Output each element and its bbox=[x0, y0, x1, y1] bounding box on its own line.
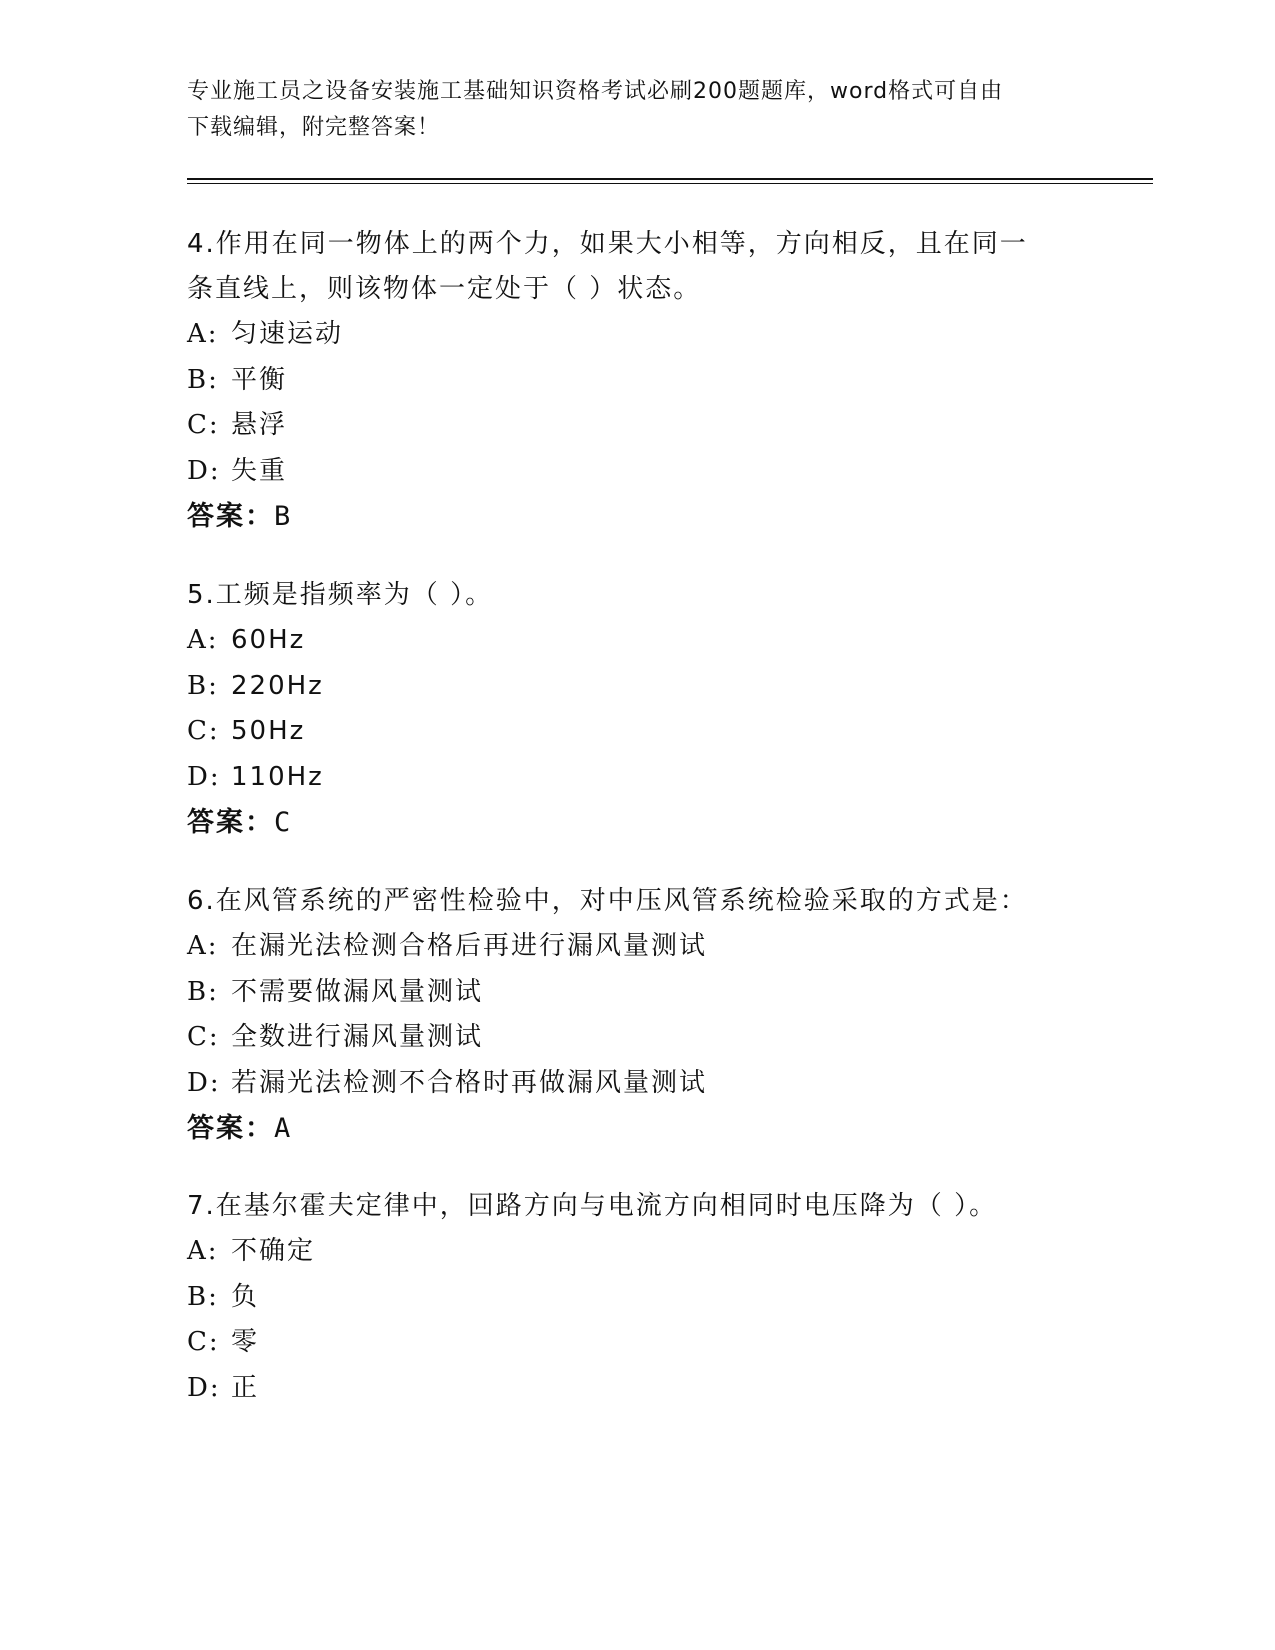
option-key: D: bbox=[187, 761, 221, 792]
question-stem-cont: 条直线上，则该物体一定处于（ ）状态。 bbox=[187, 274, 702, 304]
option-text: 零 bbox=[231, 1327, 260, 1357]
answer-label: 答案： bbox=[187, 501, 274, 532]
question-7 bbox=[187, 1184, 1087, 1411]
option-key: C: bbox=[187, 716, 220, 746]
answer-value: B bbox=[274, 501, 293, 532]
option-text: 全数进行漏风量测试 bbox=[231, 1022, 484, 1052]
option-b bbox=[187, 664, 1087, 710]
option-d bbox=[187, 449, 1087, 495]
question-4 bbox=[187, 222, 1087, 540]
option-text: 正 bbox=[231, 1372, 260, 1403]
option-key: A: bbox=[187, 319, 219, 349]
option-key: C: bbox=[187, 1327, 220, 1357]
option-d bbox=[187, 1366, 1087, 1412]
option-b bbox=[187, 358, 1087, 404]
option-text: 50Hz bbox=[231, 716, 306, 746]
option-text: 在漏光法检测合格后再进行漏风量测试 bbox=[231, 931, 708, 961]
option-text: 不确定 bbox=[231, 1236, 316, 1266]
option-a bbox=[187, 618, 1087, 664]
option-c bbox=[187, 1015, 1087, 1061]
answer-line bbox=[187, 800, 1087, 846]
document-header bbox=[187, 74, 1087, 146]
header-line-1: 专业施工员之设备安装施工基础知识资格考试必刷200题题库，word格式可自由 bbox=[187, 79, 1004, 104]
option-text: 110Hz bbox=[231, 761, 324, 792]
question-stem: 5.工频是指频率为（ ）。 bbox=[187, 580, 494, 610]
option-c bbox=[187, 1320, 1087, 1366]
option-a bbox=[187, 924, 1087, 970]
option-c bbox=[187, 403, 1087, 449]
option-text: 220Hz bbox=[231, 670, 324, 701]
answer-label: 答案： bbox=[187, 1113, 274, 1144]
option-text: 若漏光法检测不合格时再做漏风量测试 bbox=[231, 1067, 708, 1098]
answer-label: 答案： bbox=[187, 807, 274, 838]
option-key: D: bbox=[187, 1372, 221, 1403]
option-key: D: bbox=[187, 455, 221, 486]
option-b bbox=[187, 970, 1087, 1016]
question-stem: 4.作用在同一物体上的两个力，如果大小相等，方向相反，且在同一 bbox=[187, 229, 1028, 259]
option-b bbox=[187, 1275, 1087, 1321]
option-text: 负 bbox=[231, 1281, 260, 1312]
option-key: B: bbox=[187, 976, 219, 1007]
option-key: C: bbox=[187, 1022, 220, 1052]
option-key: B: bbox=[187, 364, 219, 395]
header-rule-bottom bbox=[187, 183, 1153, 184]
option-d bbox=[187, 1061, 1087, 1107]
question-5 bbox=[187, 573, 1087, 846]
option-key: D: bbox=[187, 1067, 221, 1098]
option-key: A: bbox=[187, 625, 219, 655]
option-text: 平衡 bbox=[231, 364, 288, 395]
option-text: 失重 bbox=[231, 455, 288, 486]
option-text: 60Hz bbox=[231, 625, 306, 655]
question-stem: 7.在基尔霍夫定律中，回路方向与电流方向相同时电压降为（ ）。 bbox=[187, 1191, 998, 1221]
option-key: A: bbox=[187, 1236, 219, 1266]
answer-line bbox=[187, 494, 1087, 540]
option-text: 不需要做漏风量测试 bbox=[231, 976, 484, 1007]
option-key: C: bbox=[187, 410, 220, 440]
option-key: B: bbox=[187, 670, 219, 701]
answer-value: C bbox=[274, 807, 293, 838]
option-text: 匀速运动 bbox=[231, 319, 344, 349]
question-stem: 6.在风管系统的严密性检验中，对中压风管系统检验采取的方式是： bbox=[187, 886, 1028, 916]
option-key: B: bbox=[187, 1281, 219, 1312]
question-6 bbox=[187, 879, 1087, 1152]
option-c bbox=[187, 709, 1087, 755]
header-rule-top bbox=[187, 178, 1153, 180]
answer-value: A bbox=[274, 1113, 293, 1144]
option-d bbox=[187, 755, 1087, 801]
option-a bbox=[187, 312, 1087, 358]
option-text: 悬浮 bbox=[231, 410, 288, 440]
header-line-2: 下载编辑，附完整答案！ bbox=[187, 115, 441, 140]
option-a bbox=[187, 1229, 1087, 1275]
answer-line bbox=[187, 1106, 1087, 1152]
option-key: A: bbox=[187, 931, 219, 961]
